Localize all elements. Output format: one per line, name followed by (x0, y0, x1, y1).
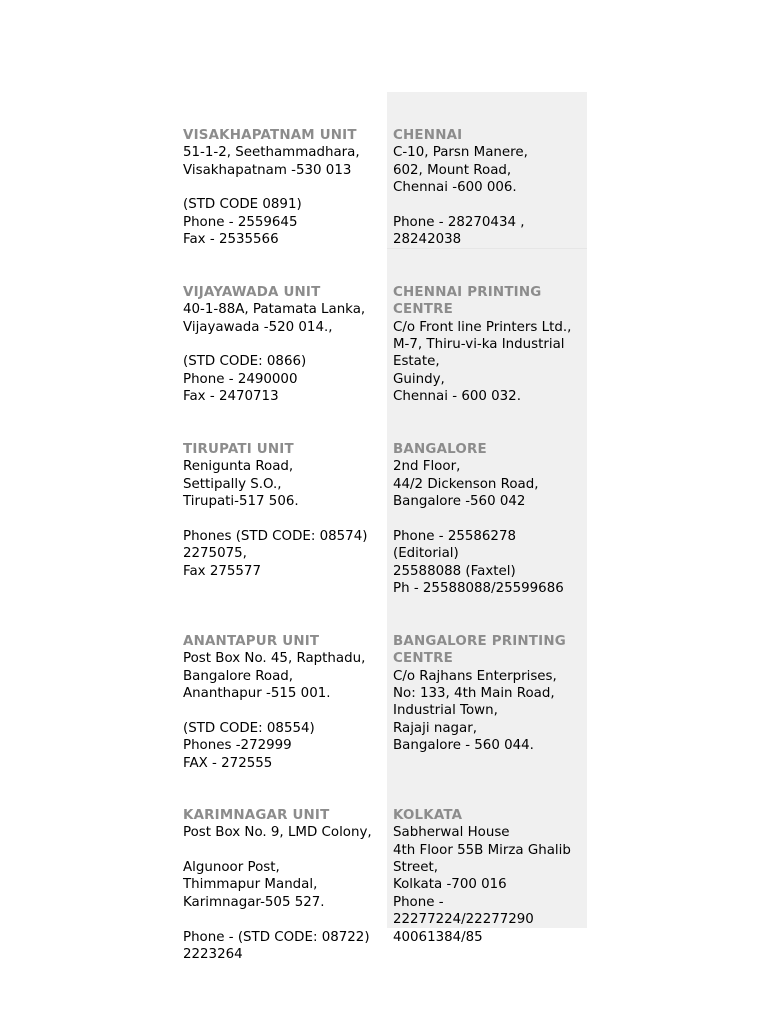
office-heading: CHENNAI (393, 127, 463, 143)
office-cell-kolkata (387, 772, 587, 945)
office-heading: BANGALORE PRINTING CENTRE (393, 633, 566, 667)
office-heading: CHENNAI PRINTING CENTRE (393, 284, 542, 318)
office-address: C-10, Parsn Manere, 602, Mount Road, Chennai -600 006. Phone - 28270434 , 28242038 (393, 145, 528, 248)
office-address: 40-1-88A, Patamata Lanka, Vijayawada -520 014., (STD CODE: 0866) Phone - 2490000 Fax - 2470713 (183, 302, 366, 405)
office-directory-table (181, 92, 587, 963)
table-row (181, 772, 587, 963)
office-cell-chennai-printing-centre (387, 249, 587, 406)
office-address: Sabherwal House 4th Floor 55B Mirza Ghalib Street, Kolkata -700 016 Phone - 22277224/22277290 40061384/85 (393, 825, 571, 945)
office-heading: KARIMNAGAR UNIT (183, 807, 330, 823)
table-row (181, 249, 587, 406)
office-cell-karimnagar (181, 772, 387, 963)
office-heading: VIJAYAWADA UNIT (183, 284, 321, 300)
office-cell-chennai (387, 92, 587, 248)
office-heading: VISAKHAPATNAM UNIT (183, 127, 357, 143)
office-address: 51-1-2, Seethammadhara, Visakhapatnam -530 013 (STD CODE 0891) Phone - 2559645 Fax - 2535566 (183, 145, 360, 248)
office-cell-anantapur (181, 598, 387, 772)
office-cell-bangalore (387, 406, 587, 598)
office-heading: BANGALORE (393, 441, 487, 457)
office-heading: KOLKATA (393, 807, 463, 823)
office-address: C/o Rajhans Enterprises, No: 133, 4th Main Road, Industrial Town, Rajaji nagar, Bangalore - 560 044. (393, 668, 557, 754)
office-address: Renigunta Road, Settipally S.O., Tirupati-517 506. Phones (STD CODE: 08574) 2275075, Fax 275577 (183, 459, 368, 579)
office-address: C/o Front line Printers Ltd., M-7, Thiru-vi-ka Industrial Estate, Guindy, Chennai - 600 032. (393, 319, 572, 405)
table-row (181, 92, 587, 248)
office-cell-bangalore-printing-centre (387, 598, 587, 772)
office-heading: TIRUPATI UNIT (183, 441, 294, 457)
office-address: Post Box No. 45, Rapthadu, Bangalore Road, Ananthapur -515 001. (STD CODE: 08554) Phones -272999 FAX - 272555 (183, 651, 366, 771)
office-cell-visakhapatnam (181, 92, 387, 248)
office-cell-vijayawada (181, 249, 387, 406)
office-address: Post Box No. 9, LMD Colony, Algunoor Post, Thimmapur Mandal, Karimnagar-505 527. Phone - (STD CODE: 08722) 2223264 (183, 825, 372, 963)
table-row (181, 598, 587, 772)
office-cell-tirupati (181, 406, 387, 598)
table-row (181, 406, 587, 598)
office-heading: ANANTAPUR UNIT (183, 633, 320, 649)
office-address: 2nd Floor, 44/2 Dickenson Road, Bangalore -560 042 Phone - 25586278 (Editorial) 25588088 (Faxtel) Ph - 25588088/25599686 (393, 459, 564, 597)
